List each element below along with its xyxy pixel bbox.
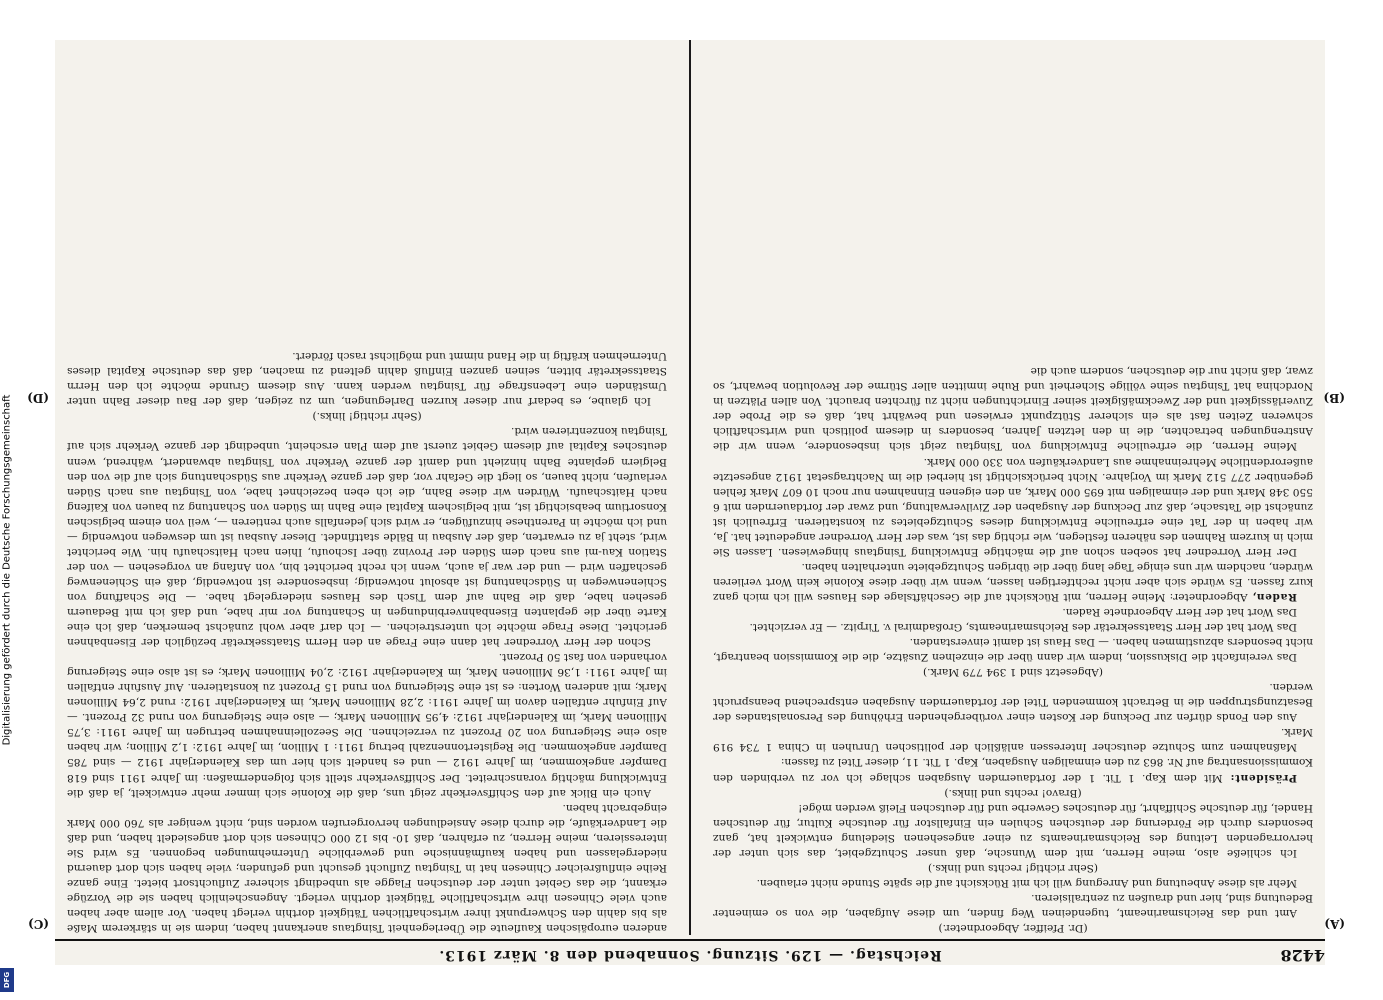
- paragraph: Amt und das Reichsmarineamt, tugendeinen Weg finden, um diese Aufgaben, die von so eminenter Bedeutung sind, hier und draußen zu zentralisieren.: [713, 891, 1313, 919]
- paragraph: Das Wort hat der Herr Abgeordnete Raden.: [1062, 606, 1297, 619]
- paragraph: Auch ein Blick auf den Schiffsverkehr zeigt uns, daß die Kolonie sich immer mehr entwickelt, ja daß die Entwicklung mächtig voranschreitet. Der Schiffsverkehr stellt sich folgendermaßen: im Jahre 1911 sind 618 Dampfer angekommen, im Jahre 1912 — und es handelt sich hier um das Kalenderjahr 1912 — sind 785 Dampfer angekommen. Die Registertonnenzahl betrug 1911: 1 Million, im Jahre 1912: 1,2 Million; wir haben also eine Steigerung von 20 Prozent zu verzeichnen. Die Seezolleinnahmen betrugen im Jahre 1911: 3,75 Millionen Mark, im Kalenderjahr 1912: 4,95 Millionen Mark; — also eine Steigerung von rund 32 Prozent. — Auf Einfuhr entfallen davon im Jahre 1911: 2,28 Millionen Mark, im Kalenderjahr 1912: rund 2,64 Millionen Mark; mit anderen Worten: es ist eine Steigerung von rund 15 Prozent zu konstatieren. Auf Ausfuhr entfallen im Jahre 1911: 1,36 Millionen Mark, im Kalenderjahr 1912: 2,04 Millionen Mark; es ist also eine Steigerung vorhanden von fast 50 Prozent.: [67, 651, 667, 799]
- speaker-name: Präsident:: [1229, 771, 1297, 784]
- paragraph: Präsident: Mit dem Kap. 1 Tit. 1 der fortdauernden Ausgaben schlage ich vor zu verbinden den Kommissionsantrag auf Nr. 863 zu den einmaligen Ausgaben, Kap. 1 Tit. 11, dieser Titel zu fassen:: [713, 756, 1313, 784]
- scanned-page: [27, 40, 1345, 965]
- note: (Abgesetzt sind 1 394 779 Mark.): [923, 666, 1104, 679]
- interjection: (Bravo! rechts und links.): [944, 786, 1082, 799]
- paragraph: anderen europäischen Kaufleute die Überlegenheit Tsingtaus anerkannt haben, indem sie in stärkerem Maße als bis dahin den Schwerpunkt ihrer wirtschaftlichen Tätigkeit dorthin verlegt haben. Vor allem aber haben auch viele Chinesen ihre wirtschaftliche Tätigkeit dorthin verlegt. Angenscheinlich haben sie die Vorzüge erkannt, die das Gebiet unter der deutschen Flagge als unbedingt sicherer Zufluchtsort bietet. Eine ganze Reihe einflußreicher Chinesen hat in Tsingtau Zuflucht gesucht und gefunden; viele haben sich dort dauernd niedergelassen und haben kaufmännische und gewerbliche Unternehmungen begonnen. Es wird Sie interessieren, meine Herren, zu erfahren, daß 10- bis 12 000 Chinesen sich dort angesiedelt haben, und daß die Landverkäufe, die durch diese Ansiedlungen hervorgerufen worden sind, nicht weniger als 760 000 Mark eingebracht haben.: [67, 801, 667, 934]
- digitization-credit: Digitalisierung gefördert durch die Deutsche Forschungsgemeinschaft: [1, 394, 13, 746]
- margin-letter-b: (B): [1323, 391, 1345, 405]
- speaker-name: Raden,: [1251, 590, 1297, 603]
- speaker-attribution: (Dr. Pfeiffer, Abgeordneter.): [938, 922, 1088, 934]
- running-head: Reichstag. — 129. Sitzung. Sonnabend den 8. März 1913.: [438, 947, 942, 963]
- paragraph: Ich glaube, es bedarf nur dieser kurzen Darlegungen, um zu zeigen, daß der Bau dieser Bahn unter Umständen eine Lebensfrage für Tsingtau werden kann. Aus diesem Grunde möchte ich den Herrn Staatssekretär bitten, seinen ganzen Einfluß dahin geltend zu machen, daß das deutsche Kapital dieses Unternehmen kräftig in die Hand nimmt und möglichst rasch fördert.: [67, 350, 667, 408]
- margin-letter-a: (A): [1324, 917, 1345, 931]
- header-rule: [55, 939, 1325, 941]
- paragraph: Der Herr Vorredner hat soeben schon auf die mächtige Entwicklung Tsingtaus hingewiesen. Lassen Sie mich in kurzem Rahmen des näheren festlegen, wie richtig das ist, was der Herr Vorredner angedeutet hat. Ja, wir haben in der Tat eine erfreuliche Entwicklung dieses Schutzgebietes zu konstatieren. Erfreulich ist zunächst die Tatsache, daß zur Deckung der Ausgaben der Zivilverwaltung, und zwar der fortdauernden mit 6 550 348 Mark und der einmaligen mit 695 000 Mark, an den eigenen Einnahmen nur noch 10 607 Mark fehlen gegenüber 277 512 Mark im Vorjahre. Nicht berücksichtigt ist hierbei die im Nachtragsetat 1912 angesetzte außerordentliche Mehreinnahme aus Landverkäufen von 330 000 Mark.: [713, 455, 1313, 558]
- column-divider: [689, 40, 691, 935]
- paragraph: Meine Herren, die erfreuliche Entwicklung von Tsingtau zeigt sich insbesondere, wenn wir die Anstrengungen betrachten, die in den letzten Jahren, besonders in diesem politisch und wirtschaftlich schweren Zeiten fast als ein sicherer Stützpunkt erwiesen und bewährt hat, daß es die Probe der Zuverlässigkeit und der Zweckmäßigkeit seiner Einrichtungen nicht zu fürchten braucht. Von allen Plätzen in Nordchina hat Tsingtau seine völlige Sicherheit und Ruhe inmitten aller Stürme der Revolution bewahrt, so zwar, daß nicht nur die deutschen, sondern auch die: [713, 365, 1313, 453]
- paragraph: Das vereinfacht die Diskussion, indem wir dann über die einzelnen Zusätze, die die Kommission beantragt, nicht besonders abzustimmen haben. — Das Haus ist damit einverstanden.: [713, 636, 1313, 664]
- paragraph: Raden, Abgeordneter: Meine Herren, mit Rücksicht auf die Geschäftslage des Hauses will ich mich ganz kurz fassen. Es würde sich aber nicht rechtfertigen lassen, wenn wir über diese Kolonie kein Wort verlieren würden, nachdem wir uns einige Tage lang über die übrigen Schutzgebiete unterhalten haben.: [713, 560, 1313, 603]
- interjection: (Sehr richtig! links.): [312, 410, 422, 423]
- margin-letter-d: (D): [27, 391, 49, 405]
- dfg-logo: DFG: [0, 968, 14, 992]
- paragraph: Schon der Herr Vorredner hat dann eine Frage an den Herrn Staatssekretär bezüglich der Eisenbahnen gerichtet. Diese Frage möchte ich unterstreichen. — Ich darf aber wohl zunächst bemerken, daß ich eine Karte über die geplanten Eisenbahnverbindungen in Schantung vor mir habe, und daß ich mit Bedauern gesehen habe, daß die Bahn auf dem Tisch des Hauses niedergelegt habe. — Die Schaffung von Schienenwegen in Südschantung ist absolut notwendig; insbesondere ist notwendig, daß ein Schienenweg geschaffen wird — und der war ja auch, wenn ich recht berichtet bin, von Anfang an vorgesehen — von der Station Kau-mi aus nach dem Süden der Provinz über Ischoufu, Ihien nach Haitschaufu hin. Wie berichtet wird, steht ja zu erwarten, daß der Ausbau in Bälde stattfindet. Dieser Ausbau ist um deswegen notwendig — und ich möchte in Parenthese hinzufügen, er wird sich jedenfalls auch rentieren —, weil von einem belgischen Konsortium beabsichtigt ist, mit belgischem Kapital eine Bahn im Süden von Schantung zu bauen von Kaifeng nach Haitschaufu. Würden wir diese Bahn, die ich eben bezeichnet habe, von Tsingtau aus nach Süden verlaufen, nicht bauen, so liegt die Gefahr vor, daß der ganze Verkehr aus Südschantung sich auf die von den Belgiern geplante Bahn hinzieht und damit der ganze Verkehr von Tsingtau abwandert, während, wenn deutsches Kapital auf diesem Gebiet zuerst auf dem Plan erscheint, unbedingt der ganze Verkehr sich auf Tsingtau konzentrieren wird.: [67, 425, 667, 649]
- page-header: [55, 939, 1325, 965]
- margin-letter-c: (C): [28, 917, 49, 931]
- interjection: (Sehr richtig! rechts und links.): [927, 861, 1099, 874]
- paragraph: Das Wort hat der Herr Staatssekretär des Reichsmarineamts, Großadmiral v. Tirpitz. — Er verzichtet.: [749, 621, 1297, 634]
- paragraph: Ich schließe also, meine Herren, mit dem Wunsche, daß unser Schutzgebiet, das sich unter der hervorragenden Leitung des Reichsmarineamts zu einer angesehenen Siedelung entwickelt hat, ganz besonders durch die Förderung der deutschen Schulen ein Einfallstor für deutsche Kultur, für deutschen Handel, für deutsche Schiffahrt, für deutsches Gewerbe und für deutschen Fleiß werden möge!: [713, 801, 1313, 859]
- paragraph: Mehr als diese Anbeutung und Anregung will ich mit Rücksicht auf die späte Stunde nicht erlauben.: [756, 876, 1297, 889]
- left-column: [713, 40, 1313, 935]
- page-number: 4428: [1280, 946, 1325, 965]
- quoted-motion: Maßnahmen zum Schutze deutscher Interessen anläßlich der politischen Unruhen in China 1 734 919 Mark.: [713, 726, 1313, 754]
- right-column: [67, 40, 667, 935]
- quoted-motion: Aus den Fonds dürfen zur Deckung der Kosten einer vorübergehenden Erhöhung des Personalstandes der Besatzungstruppen die in Betracht kommenden Titel der fortdauernden Ausgaben entsprechend beansprucht werden.: [713, 681, 1313, 724]
